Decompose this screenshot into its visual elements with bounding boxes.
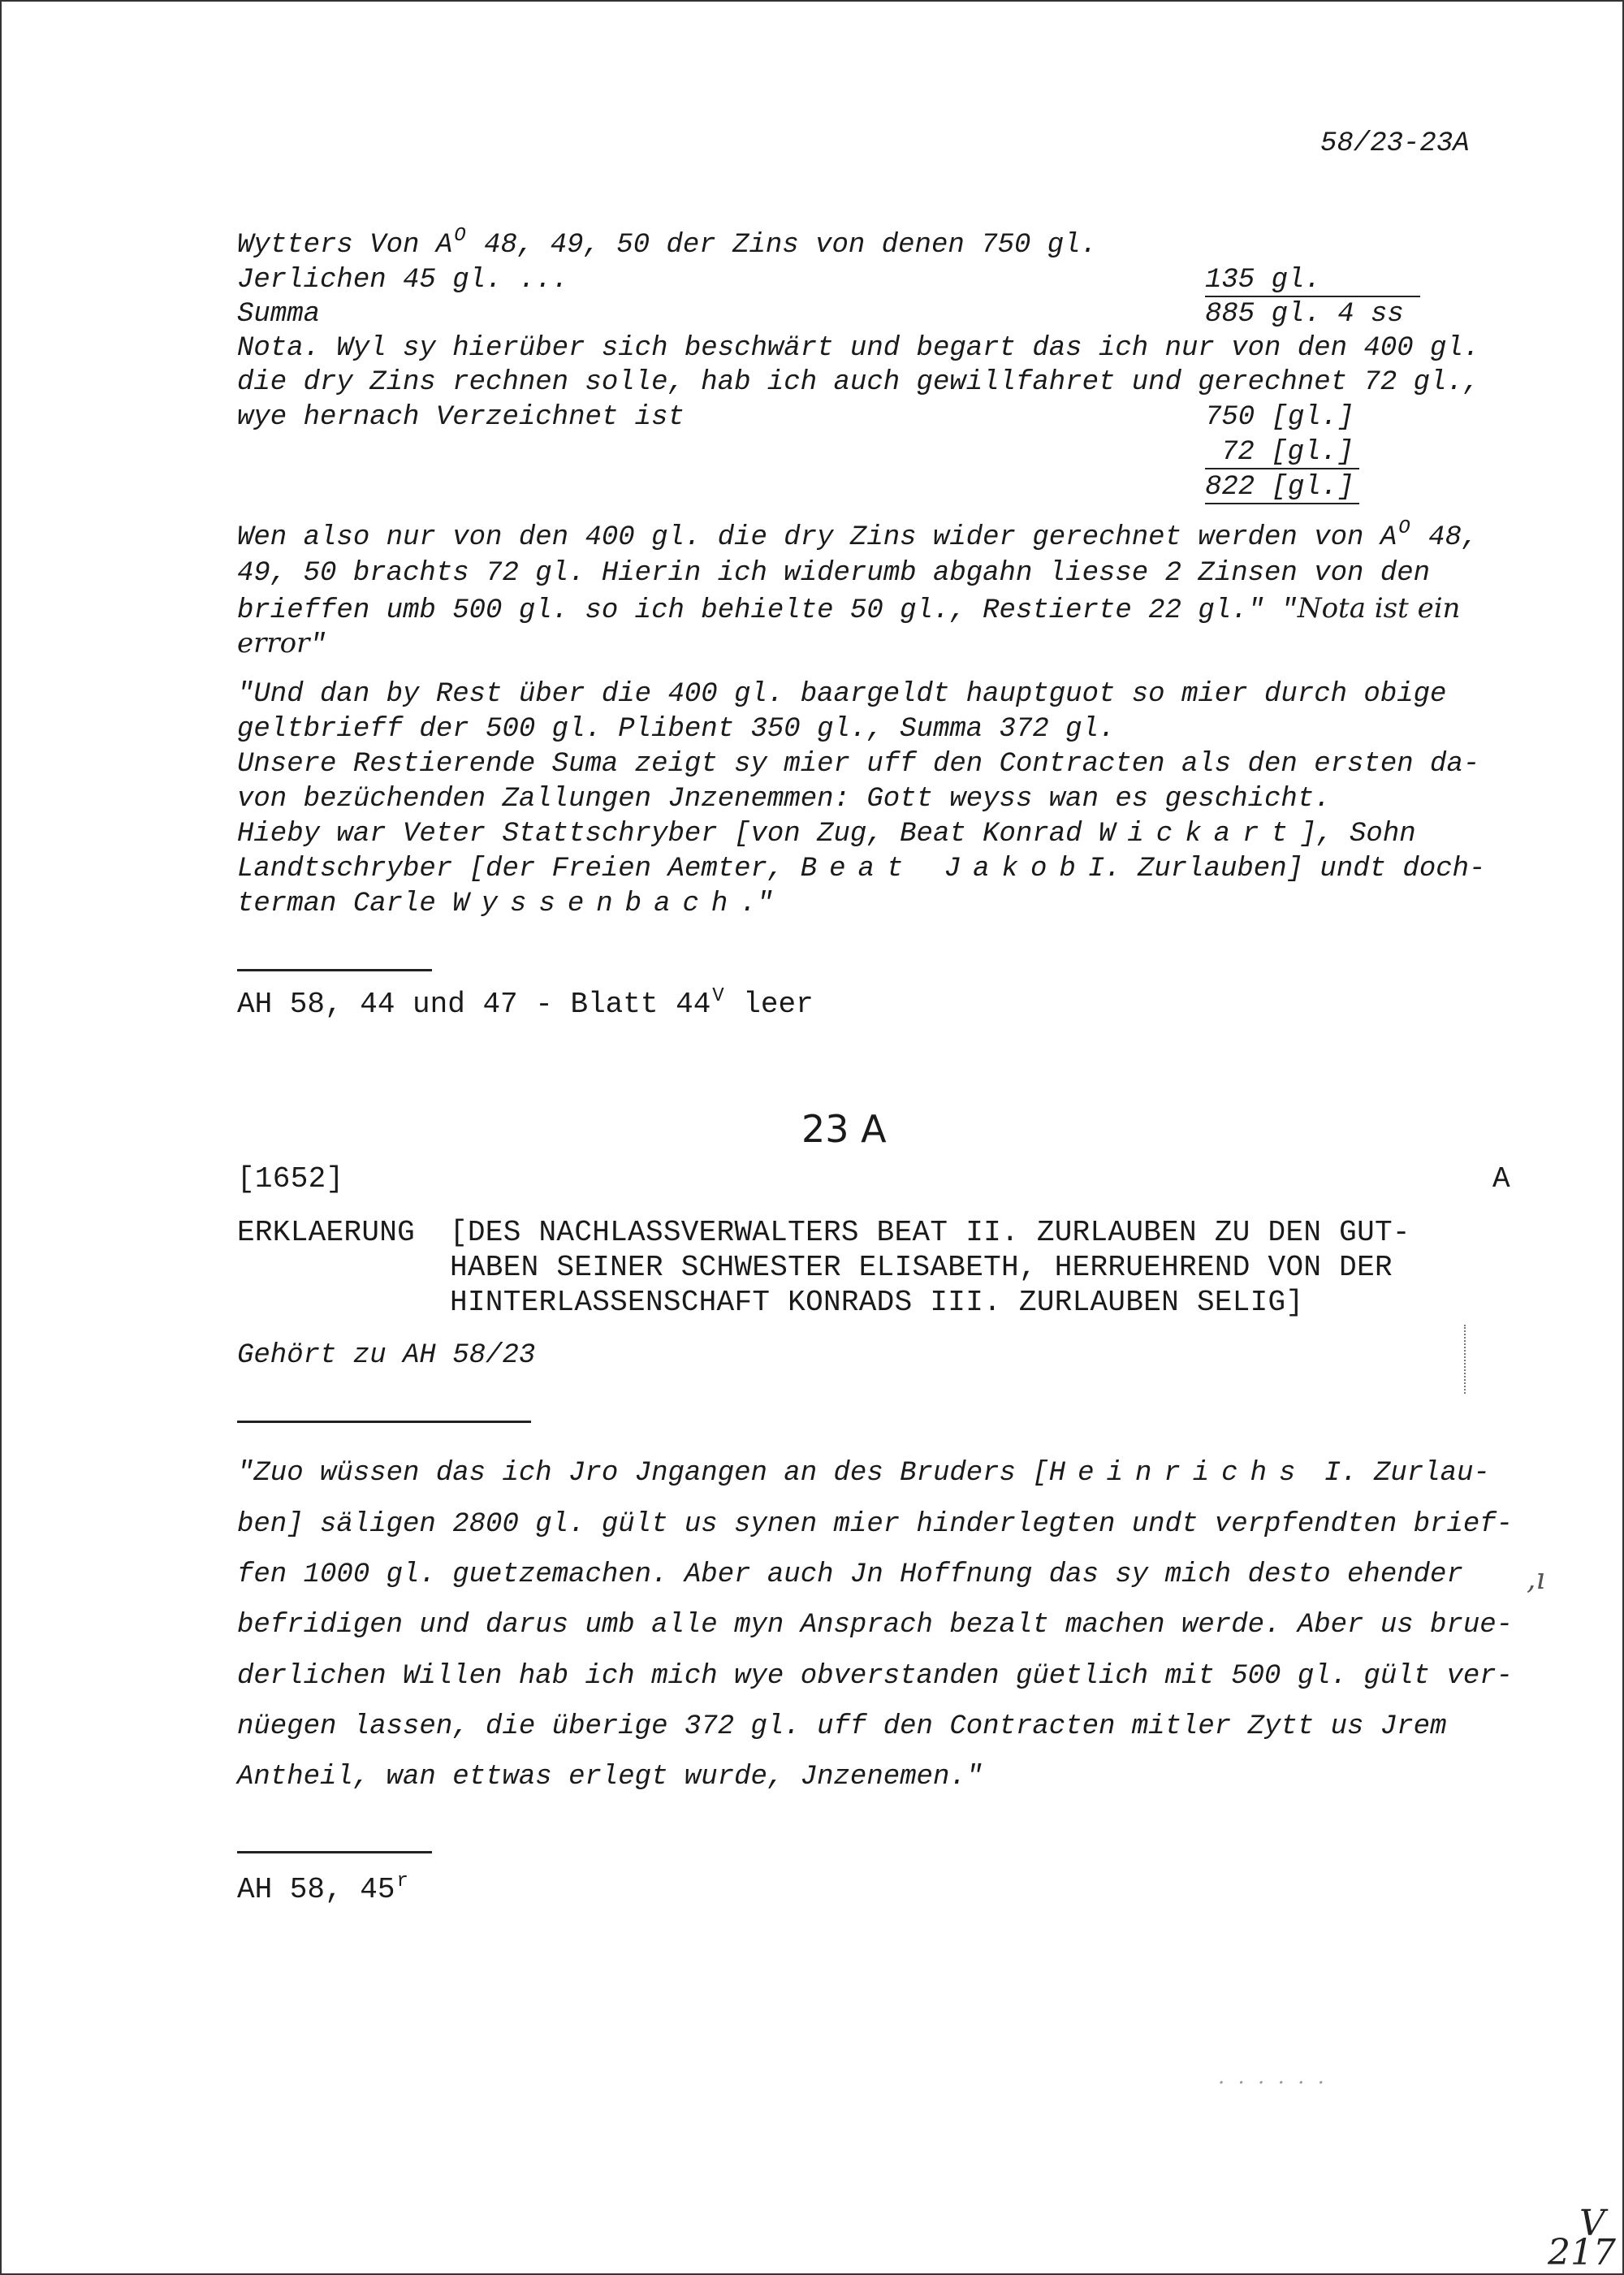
- text-line: "Und dan by Rest über die 400 gl. baargeldt hauptguot so mier durch obige: [237, 679, 1447, 710]
- text-line: Wytters Von $A^O$ 48, 49, 50 der Zins von denen 750 gl.: [237, 225, 1097, 261]
- calc-line: 72 [gl.]: [1221, 437, 1354, 468]
- text-line: Wen also nur von den 400 gl. die dry Zins wider gerechnet werden von $A^O$ 48,: [237, 517, 1479, 553]
- text-line: Unsere Restierende Suma zeigt sy mier uff den Contracten als den ersten da-: [237, 749, 1480, 780]
- text-line: von bezüchenden Zallungen Jnzenemmen: Gott weyss wan es geschicht.: [237, 784, 1331, 815]
- faint-pencil-mark: · · · · · ·: [1218, 2071, 1328, 2096]
- footnote-rule: [237, 1851, 432, 1853]
- text-line: brieffen umb 500 gl. so ich behielte 50 gl., Restierte 22 gl." "Nota ist ein: [237, 592, 1461, 626]
- handwritten-note: Nota ist ein: [1297, 592, 1461, 625]
- document-title-line: HINTERLASSENSCHAFT KONRADS III. ZURLAUBEN SELIG]: [450, 1286, 1304, 1319]
- source-reference: AH 58, 45$^r$: [237, 1871, 408, 1906]
- belongs-to: Gehört zu AH 58/23: [237, 1340, 536, 1371]
- text-line: die dry Zins rechnen solle, hab ich auch gewillfahret und gerechnet 72 gl.,: [237, 367, 1480, 398]
- text-line: Hieby war Veter Stattschryber [von Zug, Beat Konrad Wickart], Sohn: [237, 819, 1416, 850]
- calc-rule: [1205, 503, 1359, 504]
- text-line: derlichen Willen hab ich mich wye obverstanden güetlich mit 500 gl. gült ver-: [237, 1661, 1514, 1692]
- amount: 135 gl.: [1205, 265, 1321, 296]
- text-line: Nota. Wyl sy hierüber sich beschwärt und begart das ich nur von den 400 gl.: [237, 333, 1480, 364]
- footnote-rule: [237, 969, 432, 971]
- text-line: "Zuo wüssen das ich Jro Jngangen an des Bruders [Heinrichs I. Zurlau-: [237, 1458, 1490, 1489]
- text-line: nüegen lassen, die überige 372 gl. uff den Contracten mitler Zytt us Jrem: [237, 1711, 1447, 1742]
- total-amount: 885 gl. 4 ss: [1205, 299, 1404, 330]
- page-reference: 58/23-23A: [1320, 128, 1470, 159]
- text-line: terman Carle Wyssenbach.": [237, 889, 774, 919]
- folio-number: 217: [1548, 2232, 1616, 2273]
- document-title-line: [DES NACHLASSVERWALTERS BEAT II. ZURLAUBEN ZU DEN GUT-: [450, 1216, 1410, 1249]
- document-title-line: HABEN SEINER SCHWESTER ELISABETH, HERRUEHREND VON DER: [450, 1251, 1393, 1284]
- document-letter: A: [1492, 1162, 1510, 1196]
- text-line: Antheil, wan ettwas erlegt wurde, Jnzenemen.": [237, 1762, 983, 1793]
- text-line: geltbrieff der 500 gl. Plibent 350 gl., Summa 372 gl.: [237, 714, 1116, 745]
- document-number: 23 A: [801, 1107, 887, 1151]
- calc-line: 750 [gl.]: [1205, 402, 1354, 433]
- text-line: Jerlichen 45 gl. ...: [237, 265, 569, 296]
- calc-rule: [1205, 468, 1359, 469]
- text-line: Landtschryber [der Freien Aemter, Beat JakobI. Zurlauben] undt doch-: [237, 854, 1486, 884]
- source-reference: AH 58, 44 und 47 - Blatt $44^V$ leer: [237, 985, 814, 1021]
- text-line: error": [237, 627, 326, 661]
- document-date: [1652]: [237, 1162, 344, 1196]
- text-line: ben] säligen 2800 gl. gült us synen mier hinderlegten undt verpfendten brief-: [237, 1509, 1514, 1540]
- margin-mark: [1464, 1325, 1467, 1394]
- text-line: fen 1000 gl. guetzemachen. Aber auch Jn Hoffnung das sy mich desto ehender: [237, 1559, 1463, 1590]
- handwritten-note: error: [237, 627, 310, 660]
- section-rule: [237, 1421, 531, 1423]
- calc-total: 822 [gl.]: [1205, 472, 1354, 503]
- text-line: 49, 50 brachts 72 gl. Hierin ich widerumb abgahn liesse 2 Zinsen von den: [237, 558, 1431, 589]
- margin-mark: ,ı: [1527, 1563, 1545, 1596]
- text-line: befridigen und darus umb alle myn Ansprach bezalt machen werde. Aber us brue-: [237, 1610, 1514, 1641]
- text-line: wye hernach Verzeichnet ist: [237, 402, 685, 433]
- text-line: Summa: [237, 299, 321, 330]
- document-label: ERKLAERUNG: [237, 1216, 416, 1249]
- check-mark: V: [1579, 2203, 1605, 2244]
